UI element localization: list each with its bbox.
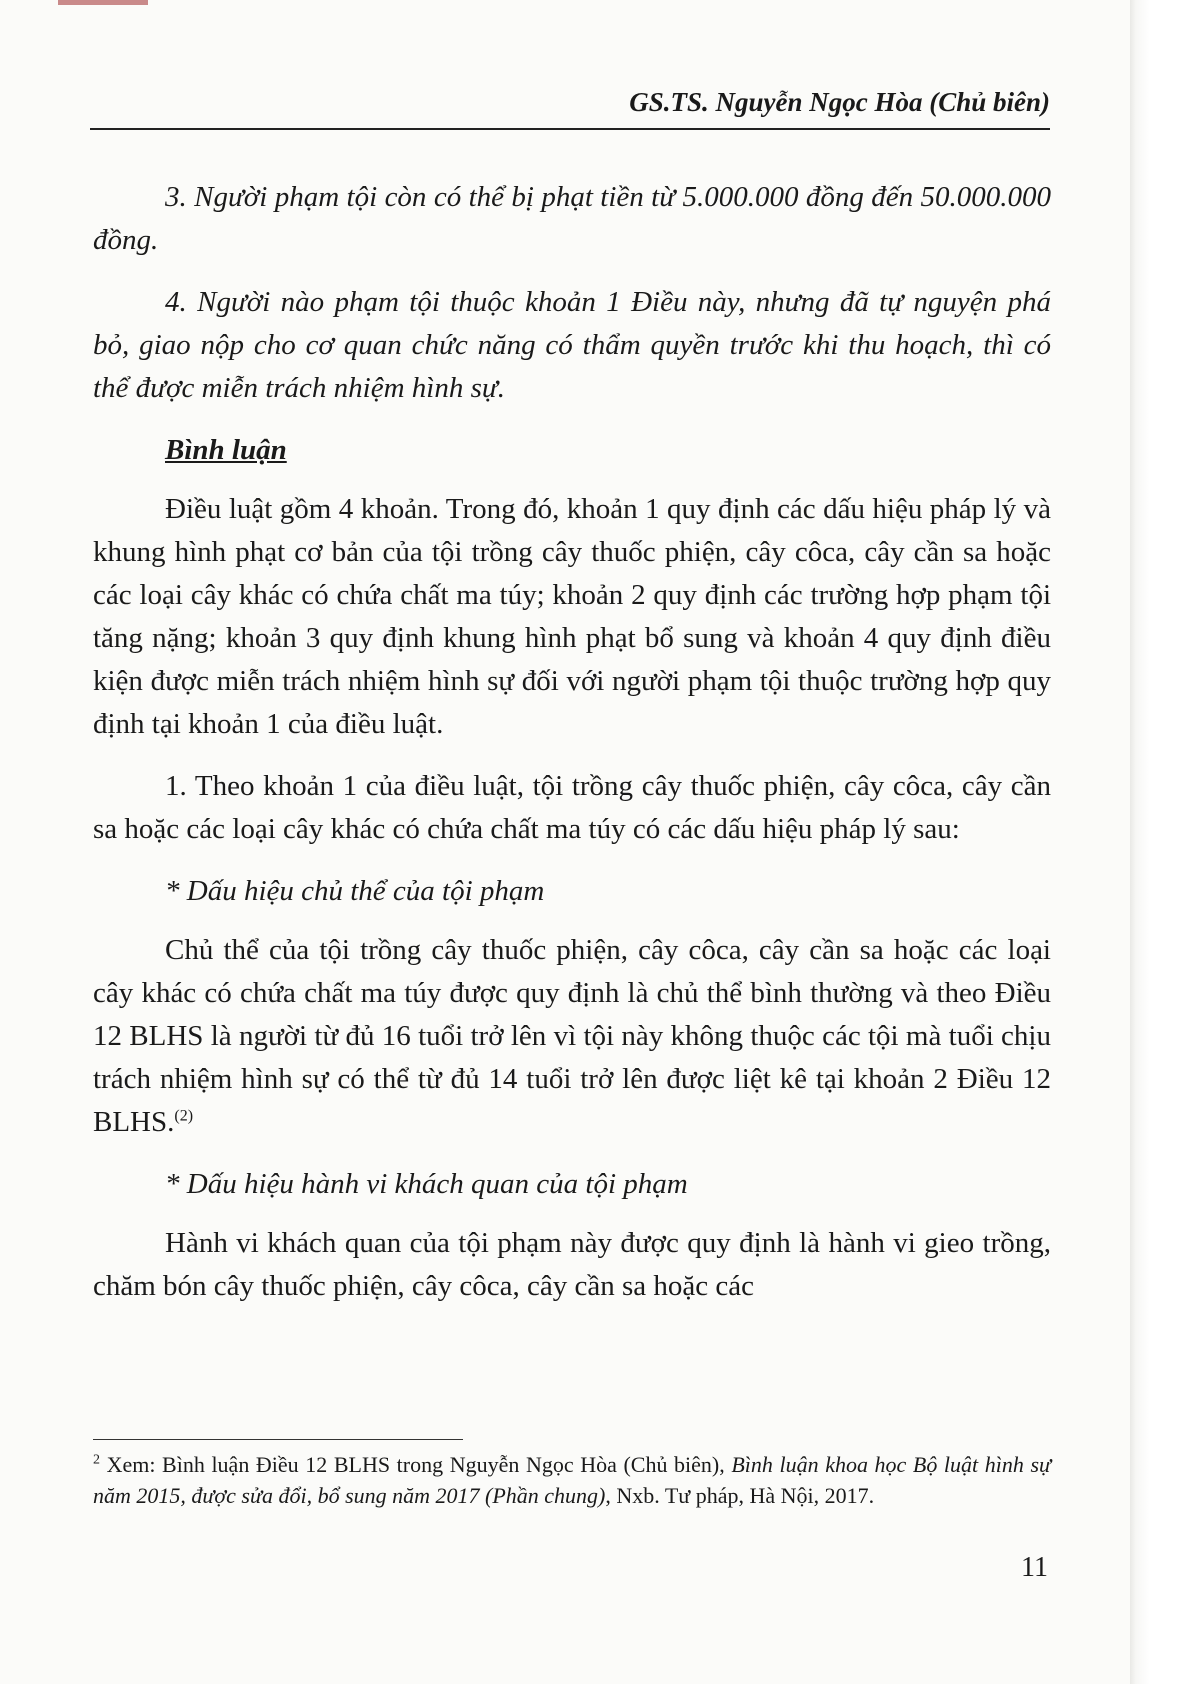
subheading-subject: * Dấu hiệu chủ thể của tội phạm <box>165 875 545 907</box>
running-header: GS.TS. Nguyễn Ngọc Hòa (Chủ biên) <box>629 87 1050 117</box>
paragraph-subject-text: Chủ thể của tội trồng cây thuốc phiện, cây côca, cây cần sa hoặc các loại cây khác có chứa chất ma túy được quy định là chủ thể bình thường và theo Điều 12 BLHS là người từ đủ 16 tuổi trở lên vì tội này không thuộc các tội mà tuổi chịu trách nhiệm hình sự có thể từ đủ 14 tuổi trở lên được liệt kê tại khoản 2 Điều 12 BLHS. <box>93 934 1051 1138</box>
footnote-book-title: Bình luận khoa học Bộ luật hình sự năm 2015, được sửa đổi, bổ sung năm 2017 (Phần chung) <box>93 1452 1052 1508</box>
page-edge <box>1130 0 1190 1684</box>
subheading-objective: * Dấu hiệu hành vi khách quan của tội phạm <box>165 1168 688 1200</box>
paragraph-overview: Điều luật gồm 4 khoản. Trong đó, khoản 1 quy định các dấu hiệu pháp lý và khung hình phạt cơ bản của tội trồng cây thuốc phiện, cây côca, cây cần sa hoặc các loại cây khác có chứa chất ma túy; khoản 2 quy định các trường hợp phạm tội tăng nặng; khoản 3 quy định khung hình phạt bổ sung và khoản 4 quy định điều kiện được miễn trách nhiệm hình sự đối với người phạm tội thuộc trường hợp quy định tại khoản 1 của điều luật. <box>93 493 1051 740</box>
page-number: 11 <box>1021 1552 1048 1583</box>
footnote-reference[interactable]: (2) <box>174 1107 194 1125</box>
body-text <box>93 176 1051 1327</box>
paragraph-subject <box>93 929 1051 1144</box>
header-rule <box>90 128 1050 130</box>
section-heading: Bình luận <box>165 434 287 466</box>
top-edge-mark <box>58 0 148 5</box>
footnote-text-2: , Nxb. Tư pháp, Hà Nội, 2017. <box>605 1483 875 1508</box>
footnote <box>93 1449 1051 1511</box>
footnote-text-1: Xem: Bình luận Điều 12 BLHS trong Nguyễn Ngọc Hòa (Chủ biên), <box>106 1452 732 1477</box>
footnote-number: 2 <box>93 1452 100 1468</box>
clause-3: 3. Người phạm tội còn có thể bị phạt tiền từ 5.000.000 đồng đến 50.000.000 đồng. <box>93 181 1051 256</box>
paragraph-objective: Hành vi khách quan của tội phạm này được quy định là hành vi gieo trồng, chăm bón cây thuốc phiện, cây côca, cây cần sa hoặc các <box>93 1227 1051 1302</box>
footnote-text <box>93 1449 1051 1511</box>
footnote-rule <box>93 1439 463 1440</box>
clause-4: 4. Người nào phạm tội thuộc khoản 1 Điều này, nhưng đã tự nguyện phá bỏ, giao nộp cho cơ quan chức năng có thẩm quyền trước khi thu hoạch, thì có thể được miễn trách nhiệm hình sự. <box>93 286 1051 404</box>
paragraph-clause-1: 1. Theo khoản 1 của điều luật, tội trồng cây thuốc phiện, cây côca, cây cần sa hoặc các loại cây khác có chứa chất ma túy có các dấu hiệu pháp lý sau: <box>93 770 1051 845</box>
